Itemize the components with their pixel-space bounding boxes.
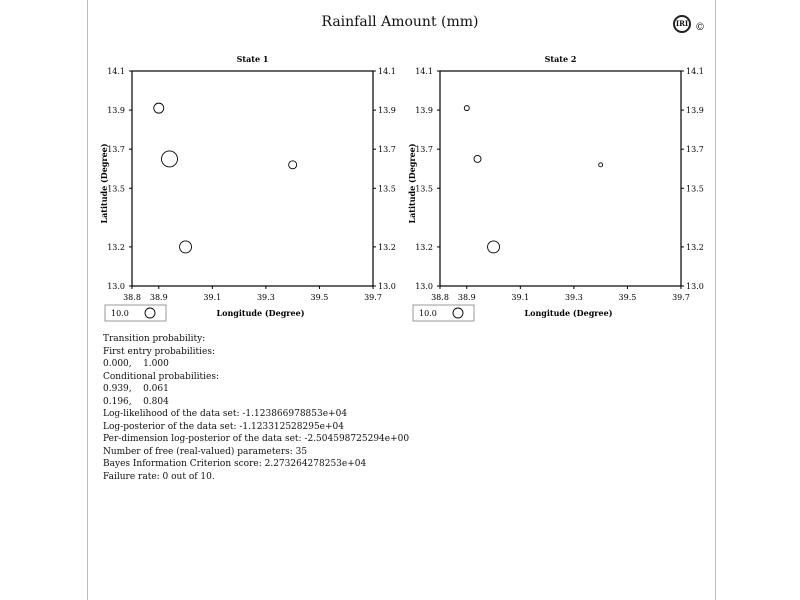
x-tick-label: 38.8 (123, 293, 141, 302)
stat-line: Log-likelihood of the data set: -1.123866978853e+04 (103, 409, 348, 419)
stat-line: First entry probabilities: (103, 346, 215, 357)
data-point (474, 155, 481, 162)
y-tick-label: 13.2 (107, 242, 125, 252)
y-axis-label: Latitude (Degree) (407, 143, 417, 224)
chart-title: State 1 (236, 54, 269, 64)
y-tick-label-right: 13.2 (378, 242, 396, 252)
x-tick-label: 39.7 (672, 293, 690, 302)
plot-frame (440, 71, 681, 286)
y-tick-label: 13.9 (415, 106, 433, 116)
x-tick-label: 38.8 (431, 293, 449, 302)
y-tick-label-right: 13.0 (378, 282, 396, 291)
y-tick-label-right: 13.9 (378, 106, 396, 116)
x-axis-label: Longitude (Degree) (524, 308, 613, 318)
data-point (180, 241, 192, 253)
data-point (599, 163, 603, 167)
y-tick-label: 14.1 (415, 67, 433, 76)
data-point (154, 103, 164, 113)
stat-line: 0.939, 0.061 (103, 384, 169, 394)
y-tick-label: 13.5 (415, 184, 433, 194)
copyright-symbol: © (695, 22, 705, 33)
stat-line: 0.196, 0.804 (103, 396, 169, 407)
y-tick-label: 13.0 (107, 282, 125, 291)
scatter-chart-1 (99, 54, 396, 321)
stat-line: Log-posterior of the data set: -1.123312528295e+04 (103, 421, 344, 432)
data-point (488, 241, 500, 253)
y-tick-label: 13.5 (107, 184, 125, 194)
iri-logo-icon: IRI (673, 15, 691, 33)
y-tick-label-right: 13.7 (686, 145, 704, 155)
data-point (464, 106, 469, 111)
size-legend-label: 10.0 (419, 309, 437, 318)
y-tick-label: 13.2 (415, 242, 433, 252)
x-tick-label: 39.5 (618, 293, 637, 302)
stat-line: Number of free (real-valued) parameters: 35 (103, 446, 308, 457)
x-tick-label: 38.9 (457, 293, 476, 302)
size-legend-label: 10.0 (111, 309, 129, 318)
x-tick-label: 39.1 (203, 293, 222, 302)
chart-title: State 2 (544, 54, 577, 64)
y-tick-label-right: 13.5 (686, 184, 704, 194)
x-axis-label: Longitude (Degree) (216, 308, 305, 318)
x-tick-label: 39.3 (564, 293, 583, 302)
x-tick-label: 39.7 (364, 293, 382, 302)
data-point (289, 161, 297, 169)
stat-line: Per-dimension log-posterior of the data set: -2.504598725294e+00 (103, 434, 410, 444)
model-statistics (103, 333, 409, 483)
y-tick-label-right: 13.5 (378, 184, 396, 194)
y-tick-label-right: 13.2 (686, 242, 704, 252)
y-tick-label-right: 13.7 (378, 145, 396, 155)
y-tick-label-right: 13.9 (686, 106, 704, 116)
stat-line: 0.000, 1.000 (103, 359, 169, 369)
y-tick-label: 13.9 (107, 106, 125, 116)
y-tick-label: 13.7 (415, 145, 433, 155)
page-title: Rainfall Amount (mm) (321, 14, 479, 30)
y-tick-label: 14.1 (107, 67, 125, 76)
y-tick-label: 13.7 (107, 145, 125, 155)
x-tick-label: 38.9 (149, 293, 168, 302)
scatter-chart-2 (407, 54, 704, 321)
stat-line: Failure rate: 0 out of 10. (103, 471, 215, 482)
stat-line: Conditional probabilities: (103, 371, 220, 382)
y-tick-label-right: 13.0 (686, 282, 704, 291)
x-tick-label: 39.5 (310, 293, 329, 302)
y-axis-label: Latitude (Degree) (99, 143, 109, 224)
stat-line: Transition probability: (103, 334, 206, 344)
y-tick-label-right: 14.1 (686, 67, 704, 76)
data-point (161, 151, 177, 167)
x-tick-label: 39.3 (256, 293, 275, 302)
y-tick-label-right: 14.1 (378, 67, 396, 76)
stat-line: Bayes Information Criterion score: 2.273264278253e+04 (103, 459, 367, 469)
plot-frame (132, 71, 373, 286)
x-tick-label: 39.1 (511, 293, 530, 302)
y-tick-label: 13.0 (415, 282, 433, 291)
